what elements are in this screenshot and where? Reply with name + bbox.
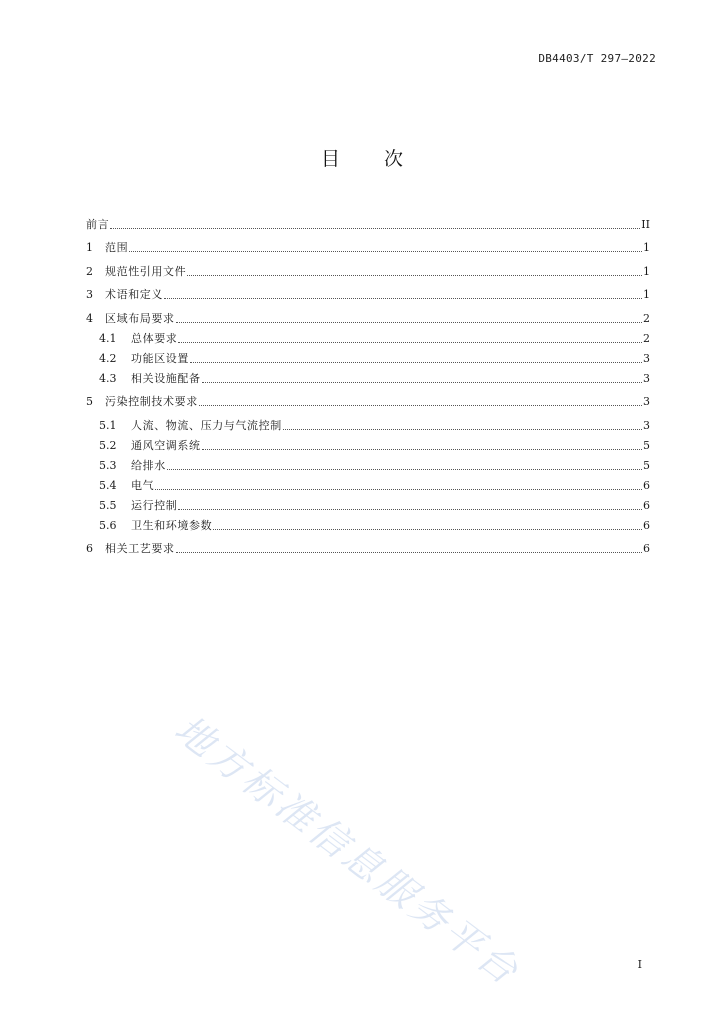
toc-entry-text: 相关工艺要求	[105, 542, 175, 555]
toc-entry-number: 4.3	[99, 371, 117, 385]
toc-entry-text: 前言	[86, 217, 110, 231]
page-title	[0, 144, 724, 171]
toc-entry-page: 6	[643, 542, 650, 555]
toc-entry-number: 2	[86, 264, 93, 278]
toc-entry-text: 相关设施配备	[131, 371, 201, 385]
toc-entry-text: 术语和定义	[105, 288, 163, 301]
toc-entry-number: 4.2	[99, 351, 117, 365]
toc-leader-dots	[176, 321, 642, 323]
toc-entry-text: 范围	[105, 241, 129, 254]
toc-entry-page: II	[641, 217, 650, 231]
toc-entry-text: 区域布局要求	[105, 311, 175, 325]
toc-entry-4[interactable]	[86, 301, 650, 325]
toc-leader-dots	[167, 468, 642, 470]
toc-entry-page: 3	[643, 418, 650, 432]
toc-entry-number: 4.1	[99, 331, 117, 345]
toc-entry-5-5[interactable]	[86, 492, 650, 512]
toc-entry-text: 规范性引用文件	[105, 264, 187, 278]
toc-leader-dots	[187, 274, 642, 276]
toc-leader-dots	[178, 341, 642, 343]
toc-entry-2[interactable]	[86, 254, 650, 278]
toc-entry-6[interactable]	[86, 532, 650, 556]
toc-entry-5-2[interactable]	[86, 432, 650, 452]
toc-entry-5-6[interactable]	[86, 512, 650, 532]
toc-leader-dots	[164, 297, 642, 299]
toc-entry-page: 2	[643, 311, 650, 325]
toc-entry-text: 电气	[131, 478, 155, 492]
toc-entry-number: 5.1	[99, 418, 117, 432]
toc-entry-text: 功能区设置	[131, 351, 189, 365]
toc-entry-number: 5.4	[99, 478, 117, 492]
toc-entry-foreword[interactable]	[86, 207, 650, 231]
toc-entry-3[interactable]	[86, 278, 650, 302]
toc-entry-page: 6	[643, 478, 650, 492]
toc-leader-dots	[213, 528, 642, 530]
toc-entry-page: 1	[643, 288, 650, 301]
toc-entry-text: 总体要求	[131, 331, 178, 345]
toc-entry-5[interactable]	[86, 385, 650, 409]
toc-leader-dots	[176, 551, 642, 553]
toc-entry-number: 5.2	[99, 438, 117, 452]
title-char-1: 目	[320, 148, 340, 170]
toc-leader-dots	[110, 227, 640, 229]
toc-entry-page: 5	[643, 438, 650, 452]
toc-leader-dots	[155, 488, 642, 490]
toc-entry-page: 3	[643, 395, 650, 408]
toc-entry-page: 2	[643, 331, 650, 345]
toc-entry-text: 污染控制技术要求	[105, 395, 198, 408]
toc-entry-1[interactable]	[86, 231, 650, 255]
toc-entry-5-3[interactable]	[86, 452, 650, 472]
toc-entry-page: 6	[643, 518, 650, 532]
toc-leader-dots	[202, 381, 642, 383]
document-code: DB4403/T 297—2022	[538, 52, 656, 65]
toc-entry-text: 运行控制	[131, 498, 178, 512]
toc-entry-4-1[interactable]	[86, 325, 650, 345]
toc-leader-dots	[283, 428, 642, 430]
toc-entry-5-1[interactable]	[86, 408, 650, 432]
watermark: 地方标准信息服务平台	[166, 706, 529, 995]
toc-entry-page: 3	[643, 351, 650, 365]
title-char-2: 次	[384, 148, 404, 170]
toc-entry-number: 5.6	[99, 518, 117, 532]
toc-leader-dots	[202, 448, 642, 450]
toc-entry-number: 5.3	[99, 458, 117, 472]
toc-entry-text: 卫生和环境参数	[131, 518, 213, 532]
toc-entry-page: 6	[643, 498, 650, 512]
toc-entry-number: 6	[86, 542, 93, 555]
toc-entry-page: 1	[643, 241, 650, 254]
toc-entry-page: 3	[643, 371, 650, 385]
toc-leader-dots	[190, 361, 642, 363]
toc-entry-text: 通风空调系统	[131, 438, 201, 452]
toc-entry-4-3[interactable]	[86, 365, 650, 385]
toc-entry-number: 5.5	[99, 498, 117, 512]
toc-leader-dots	[129, 250, 642, 252]
page-number: I	[637, 958, 642, 971]
toc-entry-number: 3	[86, 288, 93, 301]
toc-entry-page: 1	[643, 264, 650, 278]
toc-entry-text: 人流、物流、压力与气流控制	[131, 418, 282, 432]
toc-entry-text: 给排水	[131, 458, 166, 472]
toc-entry-number: 1	[86, 241, 93, 254]
table-of-contents	[86, 207, 650, 555]
toc-entry-number: 4	[86, 311, 93, 325]
toc-entry-5-4[interactable]	[86, 472, 650, 492]
toc-leader-dots	[178, 508, 642, 510]
toc-leader-dots	[199, 404, 642, 406]
toc-entry-number: 5	[86, 395, 93, 408]
toc-entry-page: 5	[643, 458, 650, 472]
toc-entry-4-2[interactable]	[86, 345, 650, 365]
